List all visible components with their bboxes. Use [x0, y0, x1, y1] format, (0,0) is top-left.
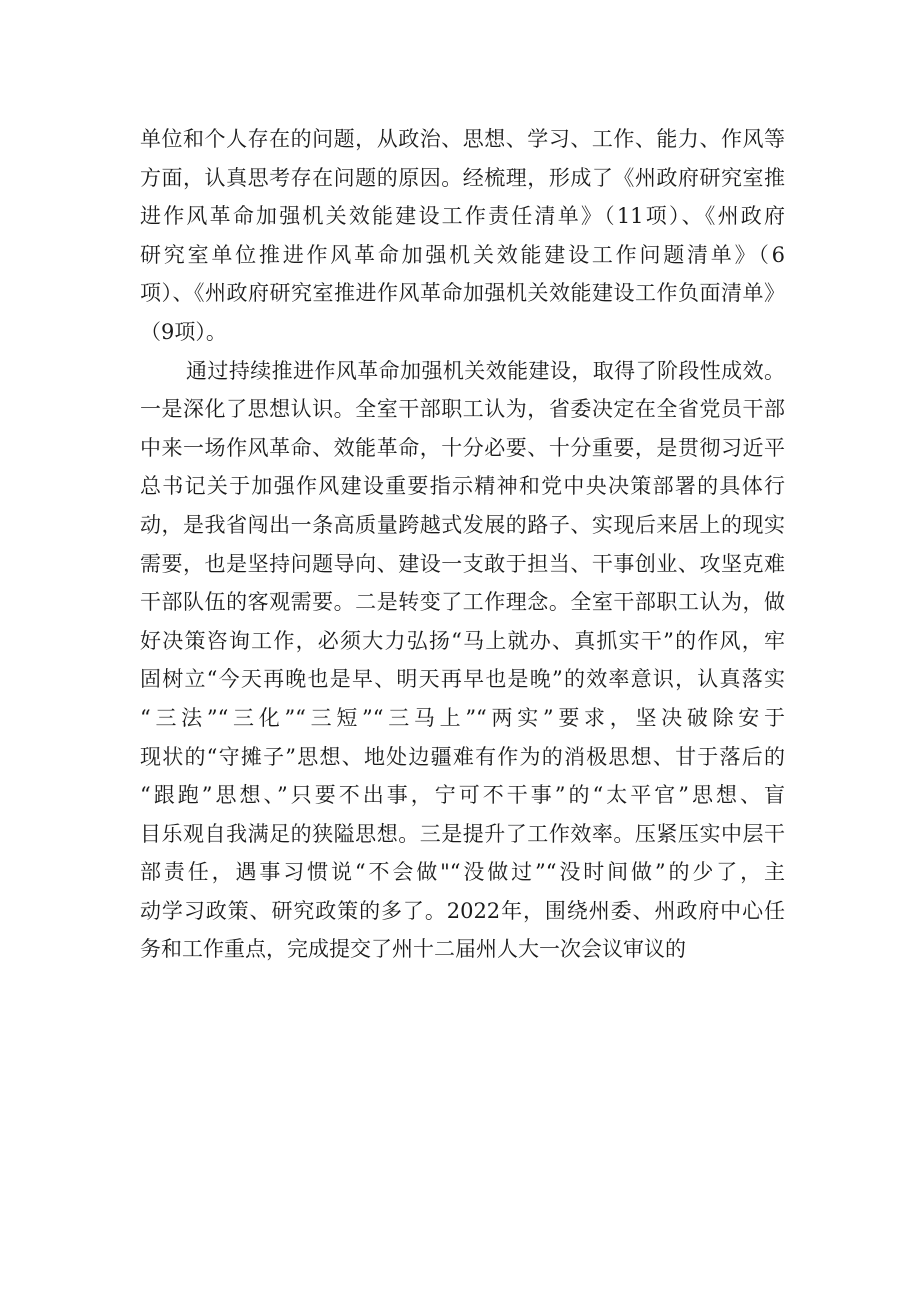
text-line: 通过持续推进作风革命加强机关效能建设，取得了阶段性成效。 — [186, 358, 785, 383]
text-line: 研究室单位推进作风革命加强机关效能建设工作问题清单》（6 — [140, 242, 785, 267]
text-line: 干部队伍的客观需要。二是转变了工作理念。全室干部职工认为，做 — [140, 590, 785, 615]
text-line: 中来一场作风革命、效能革命，十分必要、十分重要，是贯彻习近平 — [140, 435, 785, 460]
text-line: “跟跑”思想、”只要不出事，宁可不干事”的“太平官”思想、盲 — [140, 783, 785, 808]
text-line: “三法”“三化”“三短”“三马上”“两实”要求，坚决破除安于 — [140, 705, 785, 730]
document-body — [140, 120, 785, 969]
text-line: 单位和个人存在的问题，从政治、思想、学习、工作、能力、作风等 — [140, 127, 785, 151]
text-line: 进作风革命加强机关效能建设工作责任清单》（11项）、《州政府 — [140, 204, 785, 229]
text-line: 总书记关于加强作风建设重要指示精神和党中央决策部署的具体行 — [140, 474, 785, 499]
text-line: 项）、《州政府研究室推进作风革命加强机关效能建设工作负面清单》 — [140, 281, 785, 306]
text-line: （9项）。 — [140, 319, 227, 344]
text-line: 务和工作重点，完成提交了州十二届州人大一次会议审议的 — [140, 937, 686, 962]
text-line: 需要，也是坚持问题导向、建设一支敢于担当、干事创业、攻坚克难 — [140, 551, 785, 576]
text-line: 好决策咨询工作，必须大力弘扬“马上就办、真抓实干”的作风，牢 — [140, 628, 785, 653]
text-line: 固树立“今天再晚也是早、明天再早也是晚”的效率意识，认真落实 — [140, 667, 785, 692]
text-line: 动学习政策、研究政策的多了。2022年，围绕州委、州政府中心任 — [140, 898, 785, 923]
text-line: 部责任，遇事习惯说“不会做"“没做过”“没时间做”的少了，主 — [140, 860, 785, 885]
text-line: 现状的“守摊子”思想、地处边疆难有作为的消极思想、甘于落后的 — [140, 744, 785, 769]
text-line: 方面，认真思考存在问题的原因。经梳理，形成了《州政府研究室推 — [140, 165, 785, 190]
text-line: 动，是我省闯出一条高质量跨越式发展的路子、实现后来居上的现实 — [140, 512, 785, 537]
text-line: 一是深化了思想认识。全室干部职工认为，省委决定在全省党员干部 — [140, 397, 785, 422]
text-line: 目乐观自我满足的狭隘思想。三是提升了工作效率。压紧压实中层干 — [140, 821, 785, 846]
paragraph — [140, 352, 785, 970]
paragraph — [140, 120, 785, 352]
